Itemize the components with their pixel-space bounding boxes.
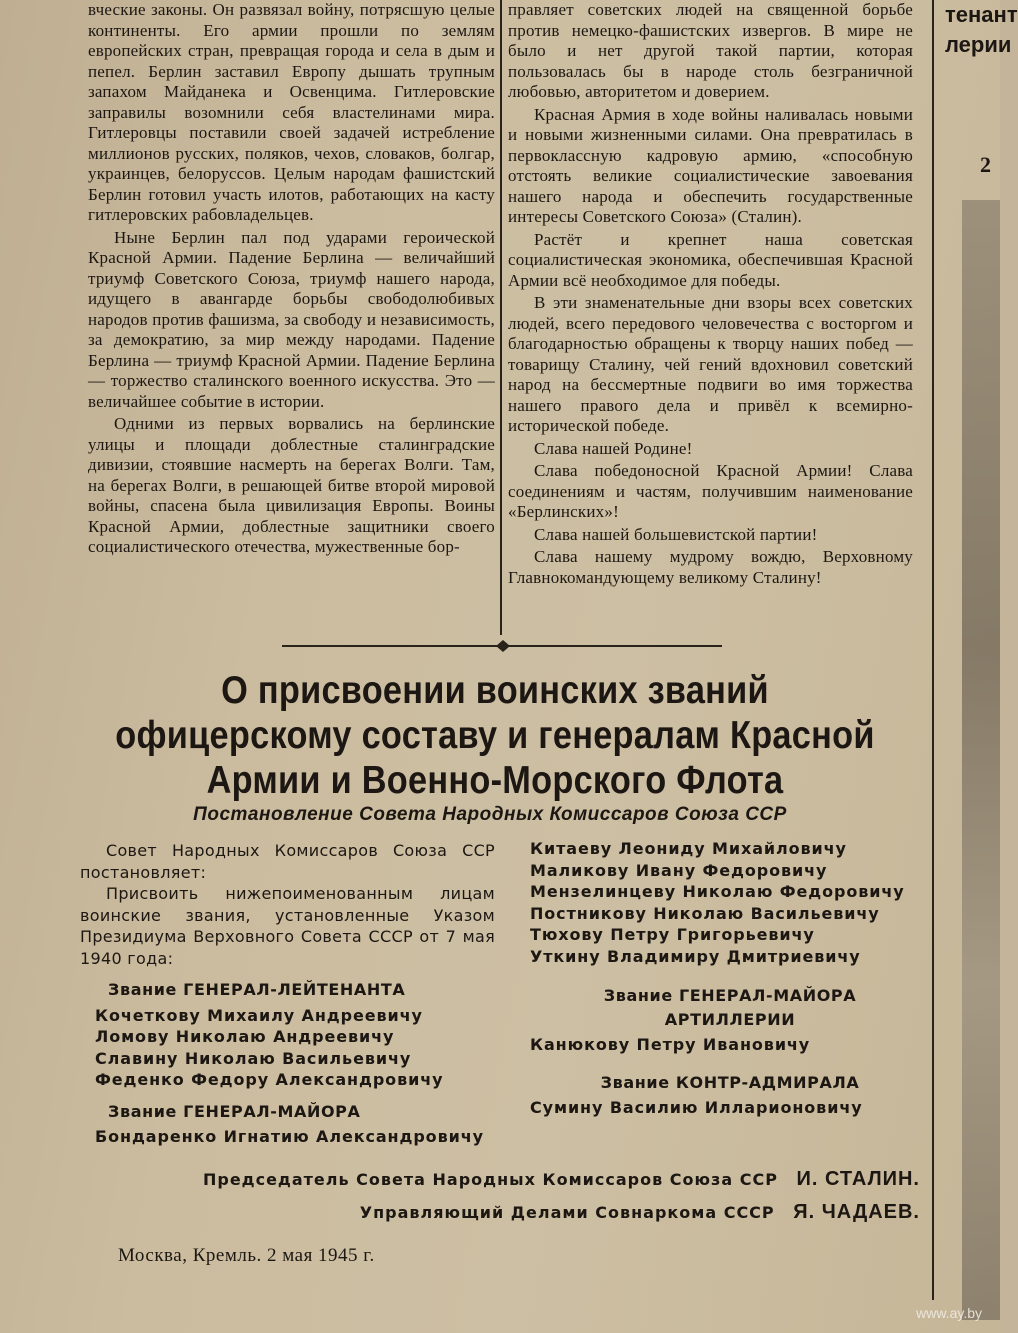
officer-name: Маликову Ивану Федоровичу xyxy=(530,860,828,880)
adjacent-article-fragment xyxy=(945,0,1018,60)
article-paragraph: Одними из первых ворвались на берлинские улицы и площади доблестные сталинградские дивизии, стоявшие насмерть на берегах Волги. Там, на берегах Волги, в решающей битве второй мировой войны, спасена была цивилизация Европы. Воины Красной Армии, доблестные защитники своего социалистического отечества, мужественные бор- xyxy=(88,414,495,556)
officer-name: Уткину Владимиру Дмитриевичу xyxy=(530,946,861,966)
rank-heading: Звание ГЕНЕРАЛ-МАЙОРА xyxy=(603,986,857,1005)
article-column-middle xyxy=(508,0,913,590)
article-paragraph: Слава нашему мудрому вождю, Верховному Главнокомандующему великому Сталину! xyxy=(508,547,913,587)
column-rule xyxy=(932,0,934,1300)
decree-column-left xyxy=(80,840,495,1148)
article-paragraph: Растёт и крепнет наша советская социалистическая экономика, обеспечившая Красной Армии всё необходимое для победы. xyxy=(508,229,913,290)
officer-name: Канюкову Петру Ивановичу xyxy=(530,1035,811,1054)
decree-subhead: Постановление Совета Народных Комиссаров Союза ССР xyxy=(193,804,787,825)
officer-name: Ломову Николаю Андреевичу xyxy=(95,1027,395,1046)
article-paragraph: вческие законы. Он развязал войну, потрясшую целые континенты. Его армии прошли по землям европейских стран, превращая города и села в дым и пепел. Берлин заставил Европу дышать трупным запахом Майданека и Освенцима. Гитлеровские заправилы возомнили себя властелинами мира. Гитлеровцы поставили своей задачей истребление миллионов русских, поляков, чехов, словаков, болгар, украинцев, белоруссов. Целым народам фашистский Берлин готовил участь илотов, работающих на касту гитлеровских рабовладельцев. xyxy=(88,0,495,224)
article-paragraph: Слава нашей Родине! xyxy=(534,438,693,458)
officer-name: Феденко Федору Александровичу xyxy=(95,1070,444,1089)
officer-name: Сумину Василию Илларионовичу xyxy=(530,1098,863,1117)
signature-line xyxy=(140,1201,920,1224)
signatory-title: Председатель Совета Народных Комиссаров Союза ССР xyxy=(202,1170,778,1189)
adjacent-photo xyxy=(962,200,1000,1320)
rank-heading: Звание КОНТР-АДМИРАЛА xyxy=(600,1072,860,1092)
article-paragraph: Слава победоносной Красной Армии! Слава соединениям и частям, получившим наименование «Берлинских»! xyxy=(508,461,913,521)
article-paragraph: Ныне Берлин пал под ударами героической Красной Армии. Падение Берлина — величайший триумф Советского Союза, триумф нашего народа, идущего в авангарде борьбы свободолюбивых народов против фашизма, за свободу и независимость, за демократию, за мир между народами. Падение Берлина — триумф Красной Армии. Падение Берлина — торжество сталинского военного искусства. Это — величайшее событие в истории. xyxy=(88,227,495,411)
article-paragraph: Слава нашей большевистской партии! xyxy=(534,524,818,544)
rank-heading: Звание ГЕНЕРАЛ-ЛЕЙТЕНАНТА xyxy=(108,980,406,999)
watermark: www.ay.by xyxy=(916,1305,982,1321)
column-rule xyxy=(500,0,502,635)
divider-ornament xyxy=(496,640,510,652)
officer-name: Тюхову Петру Григорьевичу xyxy=(530,925,815,944)
fragment-line: лерии xyxy=(945,32,1012,57)
article-paragraph: Красная Армия в ходе войны наливалась новыми и новыми жизненными силами. Она превратилась в первоклассную кадровую армию, «способную отстоять великие социалистические завоевания нашего народа и обеспечить государственные интересы Советского Союза» (Сталин). xyxy=(508,104,913,226)
signatory-title: Управляющий Делами Совнаркома СССР xyxy=(359,1203,775,1222)
officer-name: Постникову Николаю Васильевичу xyxy=(530,903,880,923)
decree-column-right xyxy=(530,838,930,1119)
officer-name: Славину Николаю Васильевичу xyxy=(95,1048,412,1068)
rank-heading: АРТИЛЛЕРИИ xyxy=(664,1009,796,1029)
signatory-name: Я. ЧАДАЕВ. xyxy=(793,1201,920,1223)
decree-intro-text: Присвоить нижепоименованным лицам воинские звания, установленные Указом Президиума Верховного Совета СССР от 7 мая 1940 года: xyxy=(80,884,495,968)
article-paragraph: В эти знаменательные дни взоры всех советских людей, всего передового человечества с восторгом и благодарностью обращены к творцу наших побед — товарищу Сталину, чей гений вдохновил советский народ на бессмертные подвиги во имя торжества нашего правого дела и привёл к всемирно-исторической победе. xyxy=(508,293,913,435)
fragment-line: тенант xyxy=(945,2,1018,27)
officer-name: Мензелинцеву Николаю Федоровичу xyxy=(530,882,905,901)
decree-intro xyxy=(80,840,495,883)
article-column-left xyxy=(88,0,495,560)
decree-intro-text: Совет Народных Комиссаров Союза ССР постановляет: xyxy=(80,841,495,882)
signatures xyxy=(140,1168,920,1234)
signature-line xyxy=(140,1168,920,1191)
decree-intro xyxy=(80,883,495,969)
officer-name: Кочеткову Михаилу Андреевичу xyxy=(95,1005,423,1025)
fragment-number: 2 xyxy=(980,152,991,177)
decree-headline: О присвоении воинских званий офицерскому составу и генералам Красной Армии и Военно-Морского Флота xyxy=(115,669,875,802)
place-date: Москва, Кремль. 2 мая 1945 г. xyxy=(118,1245,375,1266)
article-paragraph: правляет советских людей на священной борьбе против немецко-фашистских извергов. В мире не было и нет другой такой партии, которая пользовалась бы в народе столь безграничной любовью, авторитетом и доверием. xyxy=(508,0,913,101)
signatory-name: И. СТАЛИН. xyxy=(796,1168,920,1190)
officer-name: Китаеву Леониду Михайловичу xyxy=(530,839,847,858)
officer-name: Бондаренко Игнатию Александровичу xyxy=(95,1127,484,1146)
rank-heading: Звание ГЕНЕРАЛ-МАЙОРА xyxy=(108,1101,361,1121)
